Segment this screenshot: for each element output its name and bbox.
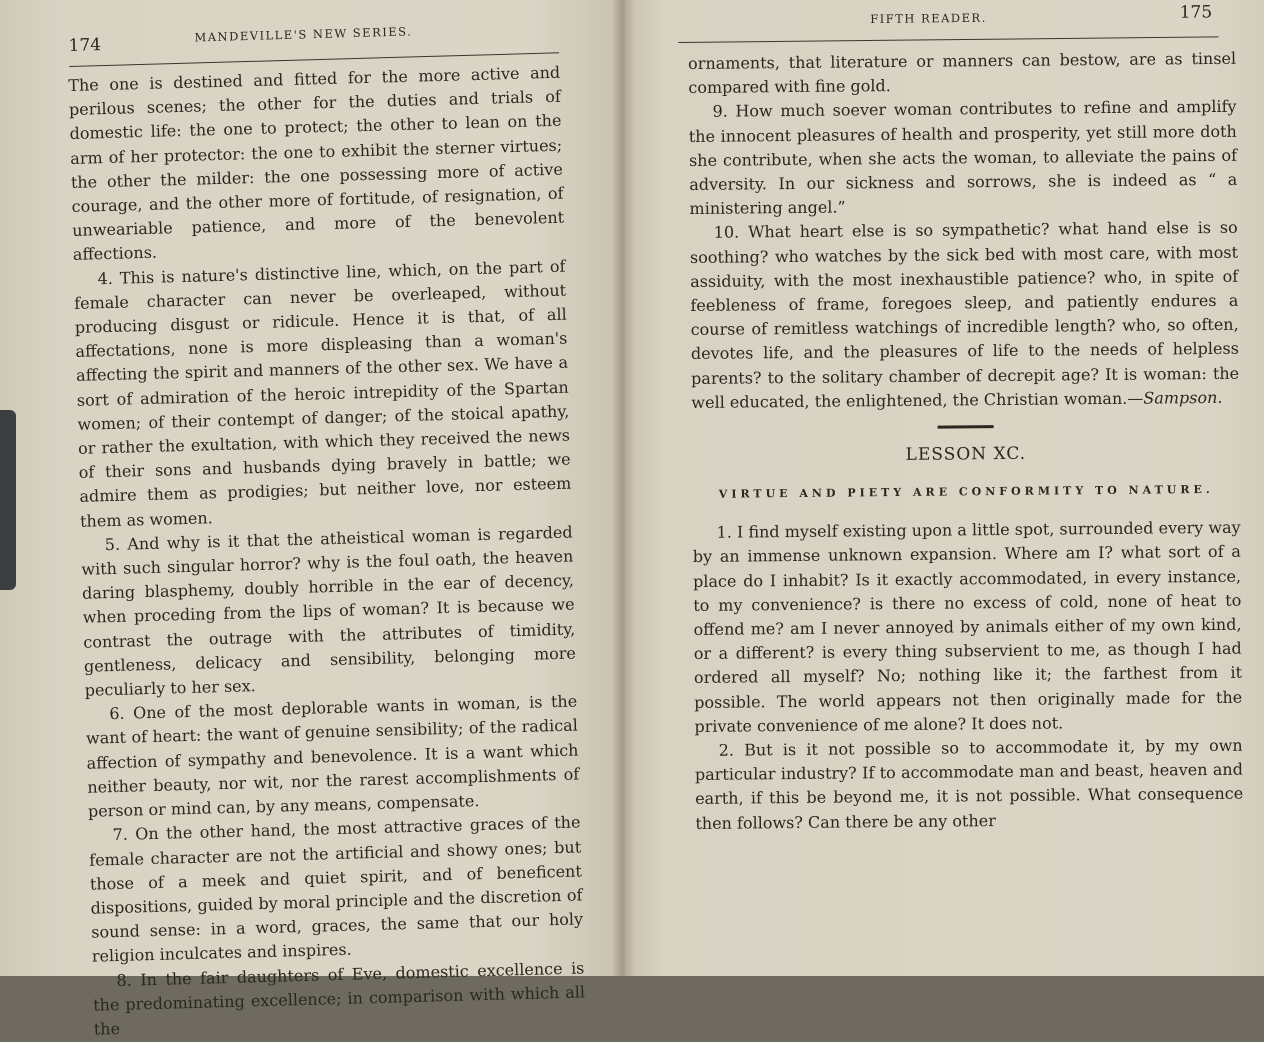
paragraph: 4. This is nature's distinctive line, which, on the part of female character can never be overleaped, without producing disgust or ridicule. Hence it is that, of all affectations, none is more displeasing than a woman's affecting the spirit and manners of the other sex. We have a sort of admiration of the heroic intrepidity of the Spartan women; of their contempt of danger; of the stoical apathy, or rather the exultation, with which they received the news of their sons and husbands dying bravely in battle; we admire them as prodigies; but neither love, nor esteem them as women. [73, 256, 572, 531]
paragraph: 9. How much soever woman contributes to refine and amplify the innocent pleasures of health and prosperity, yet still more doth she contribute, when she acts the woman, to alleviate the pains of adversity. In our sickness and sorrows, she is indeed as “ a ministering angel.” [688, 97, 1238, 219]
paragraph: 1. I find myself existing upon a little spot, surrounded every way by an immense unknown expansion. Where am I? what sort of a place do I inhabit? Is it exactly accommodated, in every instance, to my convenience? is there no excess of cold, none of heat to offend me? am I never annoyed by animals either of my own kind, or a different? is every thing subservient to me, as though I had ordered all myself? No; nothing like it; the farthest from it possible. The world appears not then originally made for the private convenience of me alone? It does not. [692, 517, 1243, 736]
paragraph: ornaments, that literature or manners can bestow, are as tinsel compared with fine gold. [688, 48, 1237, 98]
paragraph-text: 10. What heart else is so sympathetic? what hand else is so soothing? who watches by the sick bed with most care, with most assiduity, with the most inexhaustible patience? who, in spite of feebleness of frame, foregoes sleep, and patiently endures a course of remitless watchings of incredible length? who, so often, devotes life, and the pleasures of life to the needs of helpless parents? to the solitary chamber of decrepit age? It is woman: the well educated, the enlightened, the Christian woman.— [689, 218, 1240, 412]
attribution: Sampson. [1143, 387, 1223, 408]
left-page-header [68, 8, 569, 62]
paragraph: 2. But is it not possible so to accommodate it, by my own particular industry? If to accommodate man and beast, heaven and earth, if this be beyond me, it is not possible. What consequence then follows? Can there be any other [694, 735, 1244, 833]
right-page-body [688, 47, 1243, 836]
left-page [0, 0, 622, 1039]
page-clip [0, 410, 16, 590]
paragraph: 7. On the other hand, the most attractive graces of the female character are not the artificial and showy ones; but those of a meek and quiet spirit, and of beneficent dispositions, guided by moral principle and the discretion of sound sense: in a word, graces, the same that our holy religion inculcates and inspires. [89, 812, 584, 966]
paragraph: The one is destined and fitted for the more active and perilous scenes; the other for the duties and trials of domestic life: the one to protect; the other to lean on the arm of her protector: the one to exhibit the sterner virtues; the other the milder: the one possessing more of active courage, and the other more of fortitude, of resignation, of unweariable patience, and more of the benevolent affections. [68, 62, 565, 265]
paragraph [690, 216, 1240, 415]
paragraph: 6. One of the most deplorable wants in woman, is the want of heart: the want of genuine sensibility; of the radical affection of sympathy and benevolence. It is a want which neither beauty, nor wit, nor the rarest accomplishments of person or mind can, by any means, compensate. [85, 691, 580, 821]
paragraph: 8. In the fair daughters of Eve, domestic excellence is the predominating excellence; in comparison with which all the [92, 957, 586, 1039]
running-head: MANDEVILLE'S NEW SERIES. [194, 24, 413, 45]
section-separator [938, 425, 994, 429]
left-page-body [68, 61, 586, 1042]
right-page-header [678, 0, 1218, 44]
header-rule [678, 36, 1218, 43]
page-number: 175 [1179, 2, 1213, 23]
page-number: 174 [68, 35, 102, 56]
running-head: FIFTH READER. [870, 10, 987, 26]
right-page [622, 0, 1264, 976]
lesson-subtitle: VIRTUE AND PIETY ARE CONFORMITY TO NATURE. [718, 483, 1214, 501]
lesson-heading: LESSON XC. [905, 443, 1027, 465]
paragraph: 5. And why is it that the atheistical woman is regarded with such singular horror? why is the foul oath, the heaven daring blasphemy, doubly horrible in the ear of decency, when proceding from the lips of woman? It is because we contrast the outrage with the attributes of timidity, gentleness, delicacy and sensibility, belonging more peculiarly to her sex. [81, 522, 577, 700]
book-gutter [612, 0, 636, 976]
